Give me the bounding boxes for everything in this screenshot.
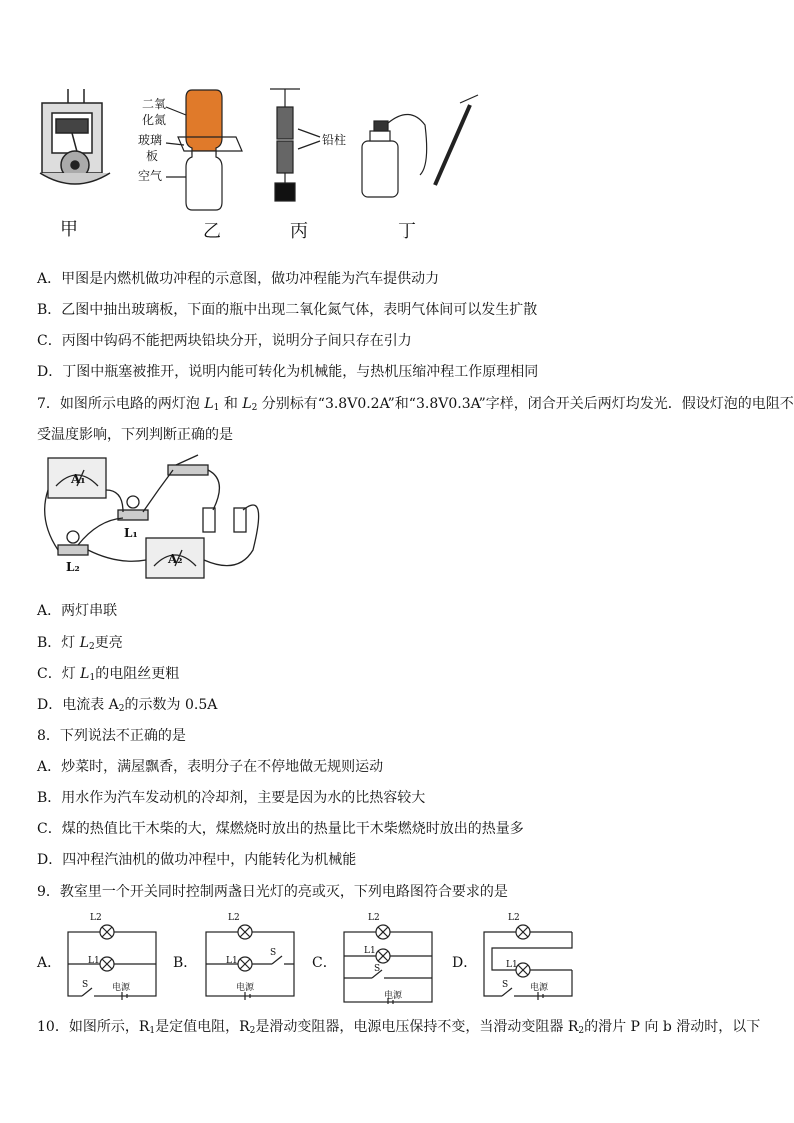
q9-d-l2: L2 [508,913,520,923]
q8-stem: 8．下列说法不正确的是 [37,728,186,744]
q7-stem-line2: 受温度影响，下列判断正确的是 [37,427,233,443]
q9-c-s: S [374,964,381,974]
q7-l1-label: L₁ [124,526,138,540]
lead-cylinders-drawing [270,89,320,201]
q9-circuit-d-drawing [478,912,578,1004]
q9-option-c-letter: C． [312,955,337,971]
yi-label-0: 二氧 [142,97,167,111]
q6-option-a: A．甲图是内燃机做功冲程的示意图，做功冲程能为汽车提供动力 [37,271,440,287]
q9-c-l2: L2 [368,913,380,923]
figure-label-yi: 乙 [203,221,221,242]
yi-label-3: 板 [146,149,159,163]
q6-option-c: C．丙图中钩码不能把两块铅块分开，说明分子间只存在引力 [37,333,412,349]
yi-label-2: 玻璃 [138,133,163,147]
q9-a-l2: L2 [90,913,102,923]
q9-a-power: 电源 [112,983,131,993]
q6-option-d: D．丁图中瓶塞被推开，说明内能可转化为机械能，与热机压缩冲程工作原理相同 [37,364,539,380]
q8-option-b: B．用水作为汽车发动机的冷却剂，主要是因为水的比热容较大 [37,790,426,806]
bing-label: 铅柱 [322,133,347,147]
q9-circuit-a [62,912,162,1004]
diffusion-bottles-drawing [166,90,242,210]
q7-stem-line1: 7．如图所示电路的两灯泡 $L_1$ 和 $L_2$ 分别标有“3.8V0.2A”和“3.8V0.3A”字样，闭合开关后两灯均发光．假设灯泡的电阻不 [37,396,794,413]
q7-option-a: A．两灯串联 [37,603,118,619]
q7-a1-label: A₁ [71,472,86,486]
q9-c-l1: L1 [364,946,376,956]
q9-option-b-letter: B． [173,955,198,971]
engine-cylinder-drawing [40,89,110,184]
q9-b-power: 电源 [236,983,255,993]
yi-label-1: 化氮 [142,113,167,127]
q7-l2-label: L₂ [66,560,80,574]
figure-label-bing: 丙 [290,221,308,242]
figure-q6 [30,85,510,245]
q9-circuit-c [338,912,438,1004]
q9-option-d-letter: D． [452,955,478,971]
q9-b-l2: L2 [228,913,240,923]
yi-label-4: 空气 [138,169,163,183]
q9-d-s: S [502,980,509,990]
figure-q7-circuit [38,450,268,580]
q9-c-power: 电源 [384,991,403,1001]
q9-b-s: S [270,948,277,958]
q7-option-d: D．电流表 $A_2$的示数为 0.5A [37,697,218,714]
figure-q6-drawings [30,85,510,245]
q10-stem: 10．如图所示，$R_1$是定值电阻，$R_2$是滑动变阻器，电源电压保持不变，当滑动变阻器 $R_2$的滑片 P 向 b 滑动时，以下 [37,1019,761,1036]
q8-option-d: D．四冲程汽油机的做功冲程中，内能转化为机械能 [37,852,357,868]
q9-d-power: 电源 [530,983,549,993]
q9-option-a-letter: A． [37,955,62,971]
q9-circuit-d [478,912,578,1004]
q8-option-c: C．煤的热值比干木柴的大，煤燃烧时放出的热量比干木柴燃烧时放出的热量多 [37,821,524,837]
figure-label-ding: 丁 [398,221,416,242]
q9-d-l1: L1 [506,960,518,970]
q7-option-b: B．灯 $L_2$更亮 [37,635,123,652]
q9-stem: 9．教室里一个开关同时控制两盏日光灯的亮或灭，下列电路图符合要求的是 [37,884,508,900]
q7-option-c: C．灯 $L_1$的电阻丝更粗 [37,666,180,683]
q9-circuit-b [200,912,300,1004]
q9-b-l1: L1 [226,956,238,966]
q9-a-l1: L1 [88,956,100,966]
q6-option-b: B．乙图中抽出玻璃板，下面的瓶中出现二氧化氮气体，表明气体间可以发生扩散 [37,302,538,318]
figure-label-jia: 甲 [60,219,78,240]
bottle-pump-drawing [362,95,478,197]
q9-a-s: S [82,980,89,990]
q8-option-a: A．炒菜时，满屋飘香，表明分子在不停地做无规则运动 [37,759,384,775]
q7-a2-label: A₂ [168,552,183,566]
